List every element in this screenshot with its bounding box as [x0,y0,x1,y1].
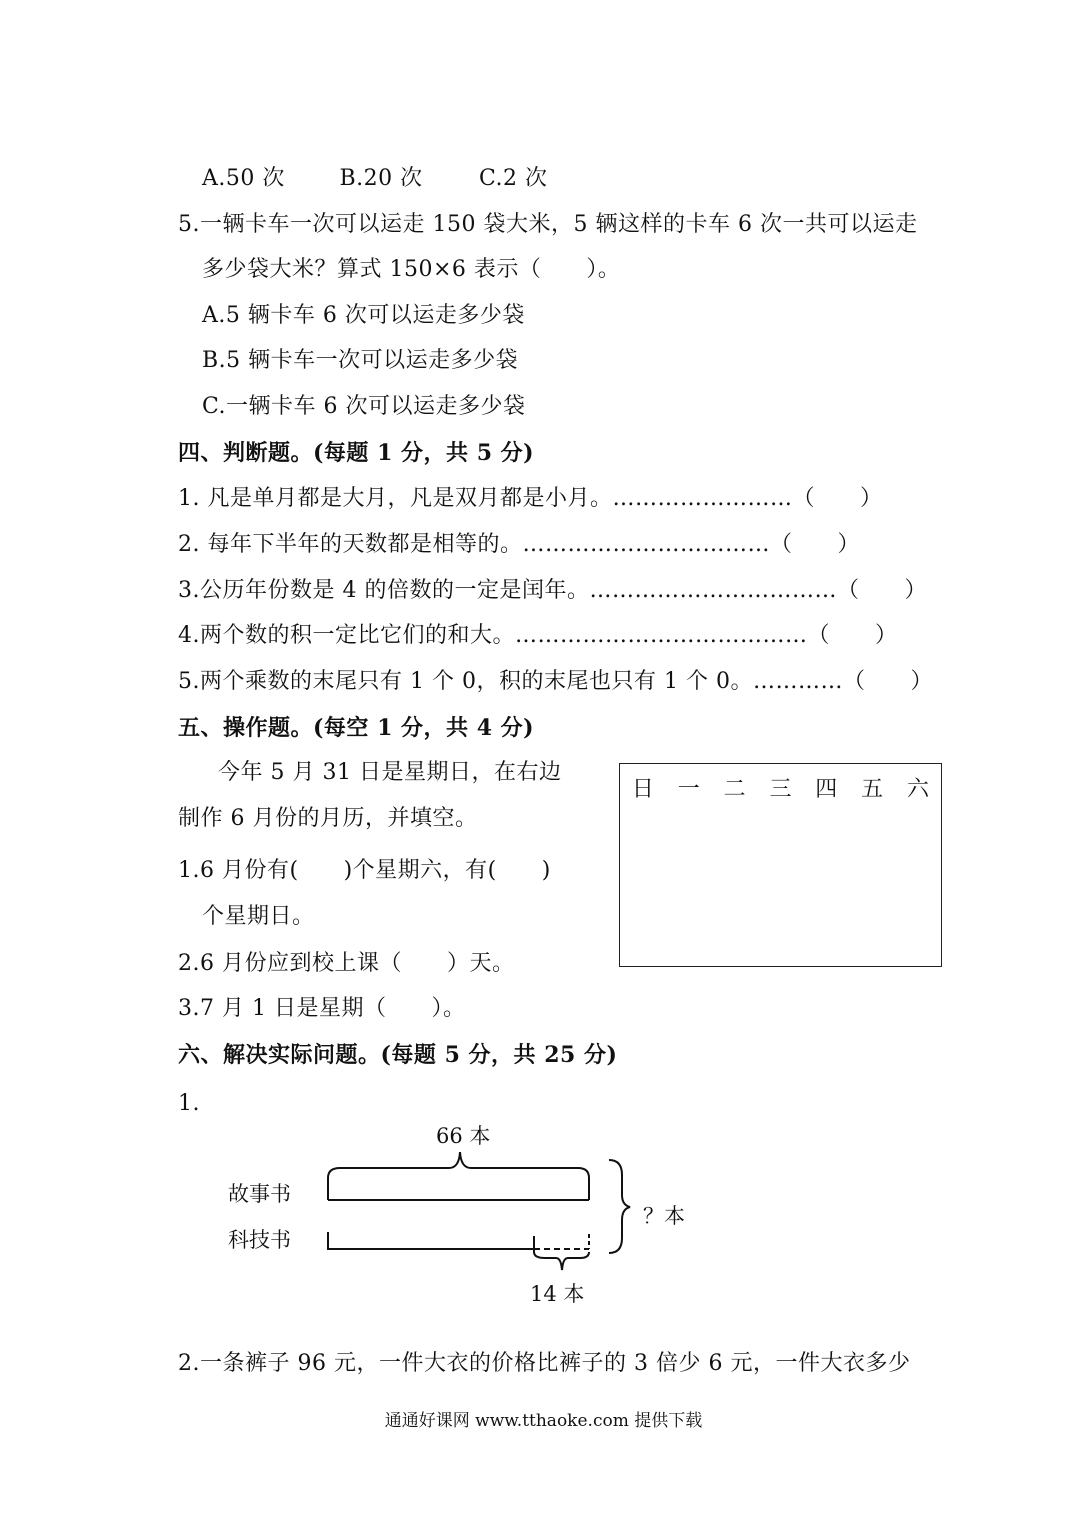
weekday-fri: 五 [861,777,884,802]
top-brace [328,1152,589,1200]
diagram-row2-label: 科技书 [228,1228,291,1252]
q5-option-a: A.5 辆卡车 6 次可以运走多少袋 [202,303,525,328]
weekday-thu: 四 [815,777,838,802]
q4-option-a: A.50 次 [202,166,285,191]
q5-option-b: B.5 辆卡车一次可以运走多少袋 [202,348,519,373]
weekday-sun: 日 [631,777,654,802]
section5-q3: 3.7 月 1 日是星期（ ）。 [178,996,466,1021]
total-brace [609,1160,630,1253]
q5-line1: 5.一辆卡车一次可以运走 150 袋大米，5 辆这样的卡车 6 次一共可以运走 [178,212,918,237]
judge-item-4: 4.两个数的积一定比它们的和大。…………………………………（ ） [178,623,898,648]
q4-option-b: B.20 次 [339,166,423,191]
q5-line2: 多少袋大米？算式 150×6 表示（ ）。 [202,257,621,282]
diagram-top-label: 66 本 [436,1124,491,1148]
diagram-row1-label: 故事书 [228,1182,291,1206]
weekday-tue: 二 [723,777,746,802]
judge-item-1: 1. 凡是单月都是大月，凡是双月都是小月。……………………（ ） [178,486,883,511]
section5-title: 五、操作题。(每空 1 分，共 4 分) [178,715,535,741]
section6-q2-line1: 2.一条裤子 96 元，一件大衣的价格比裤子的 3 倍少 6 元，一件大衣多少 [178,1351,911,1376]
section6-title: 六、解决实际问题。(每题 5 分，共 25 分) [178,1042,618,1068]
section6-q1-number: 1. [178,1091,200,1116]
section5-q1-line1: 1.6 月份有( )个星期六，有( ) [178,858,551,883]
section5-q1-line2: 个星期日。 [202,904,315,929]
q5-option-c: C.一辆卡车 6 次可以运走多少袋 [202,394,526,419]
tech-book-line [328,1232,534,1249]
section4-title: 四、判断题。(每题 1 分，共 5 分) [178,440,535,466]
diagram-diff-label: 14 本 [530,1282,585,1306]
section5-q2: 2.6 月份应到校上课（ ）天。 [178,951,515,976]
q4-option-c: C.2 次 [479,166,548,191]
weekday-wed: 三 [769,777,792,802]
judge-item-5: 5.两个乘数的末尾只有 1 个 0，积的末尾也只有 1 个 0。…………（ ） [178,669,933,694]
section5-intro-1: 今年 5 月 31 日是星期日，在右边 [218,760,562,785]
judge-item-2: 2. 每年下半年的天数都是相等的。……………………………（ ） [178,532,860,557]
diff-brace [534,1236,589,1270]
weekday-mon: 一 [677,777,700,802]
page-footer: 通通好课网 www.tthaoke.com 提供下载 [384,1411,703,1431]
weekday-sat: 六 [906,777,929,802]
diagram-total-label: ？本 [643,1204,685,1228]
judge-item-3: 3.公历年份数是 4 的倍数的一定是闰年。……………………………（ ） [178,578,927,603]
section5-intro-2: 制作 6 月份的月历，并填空。 [178,806,478,831]
